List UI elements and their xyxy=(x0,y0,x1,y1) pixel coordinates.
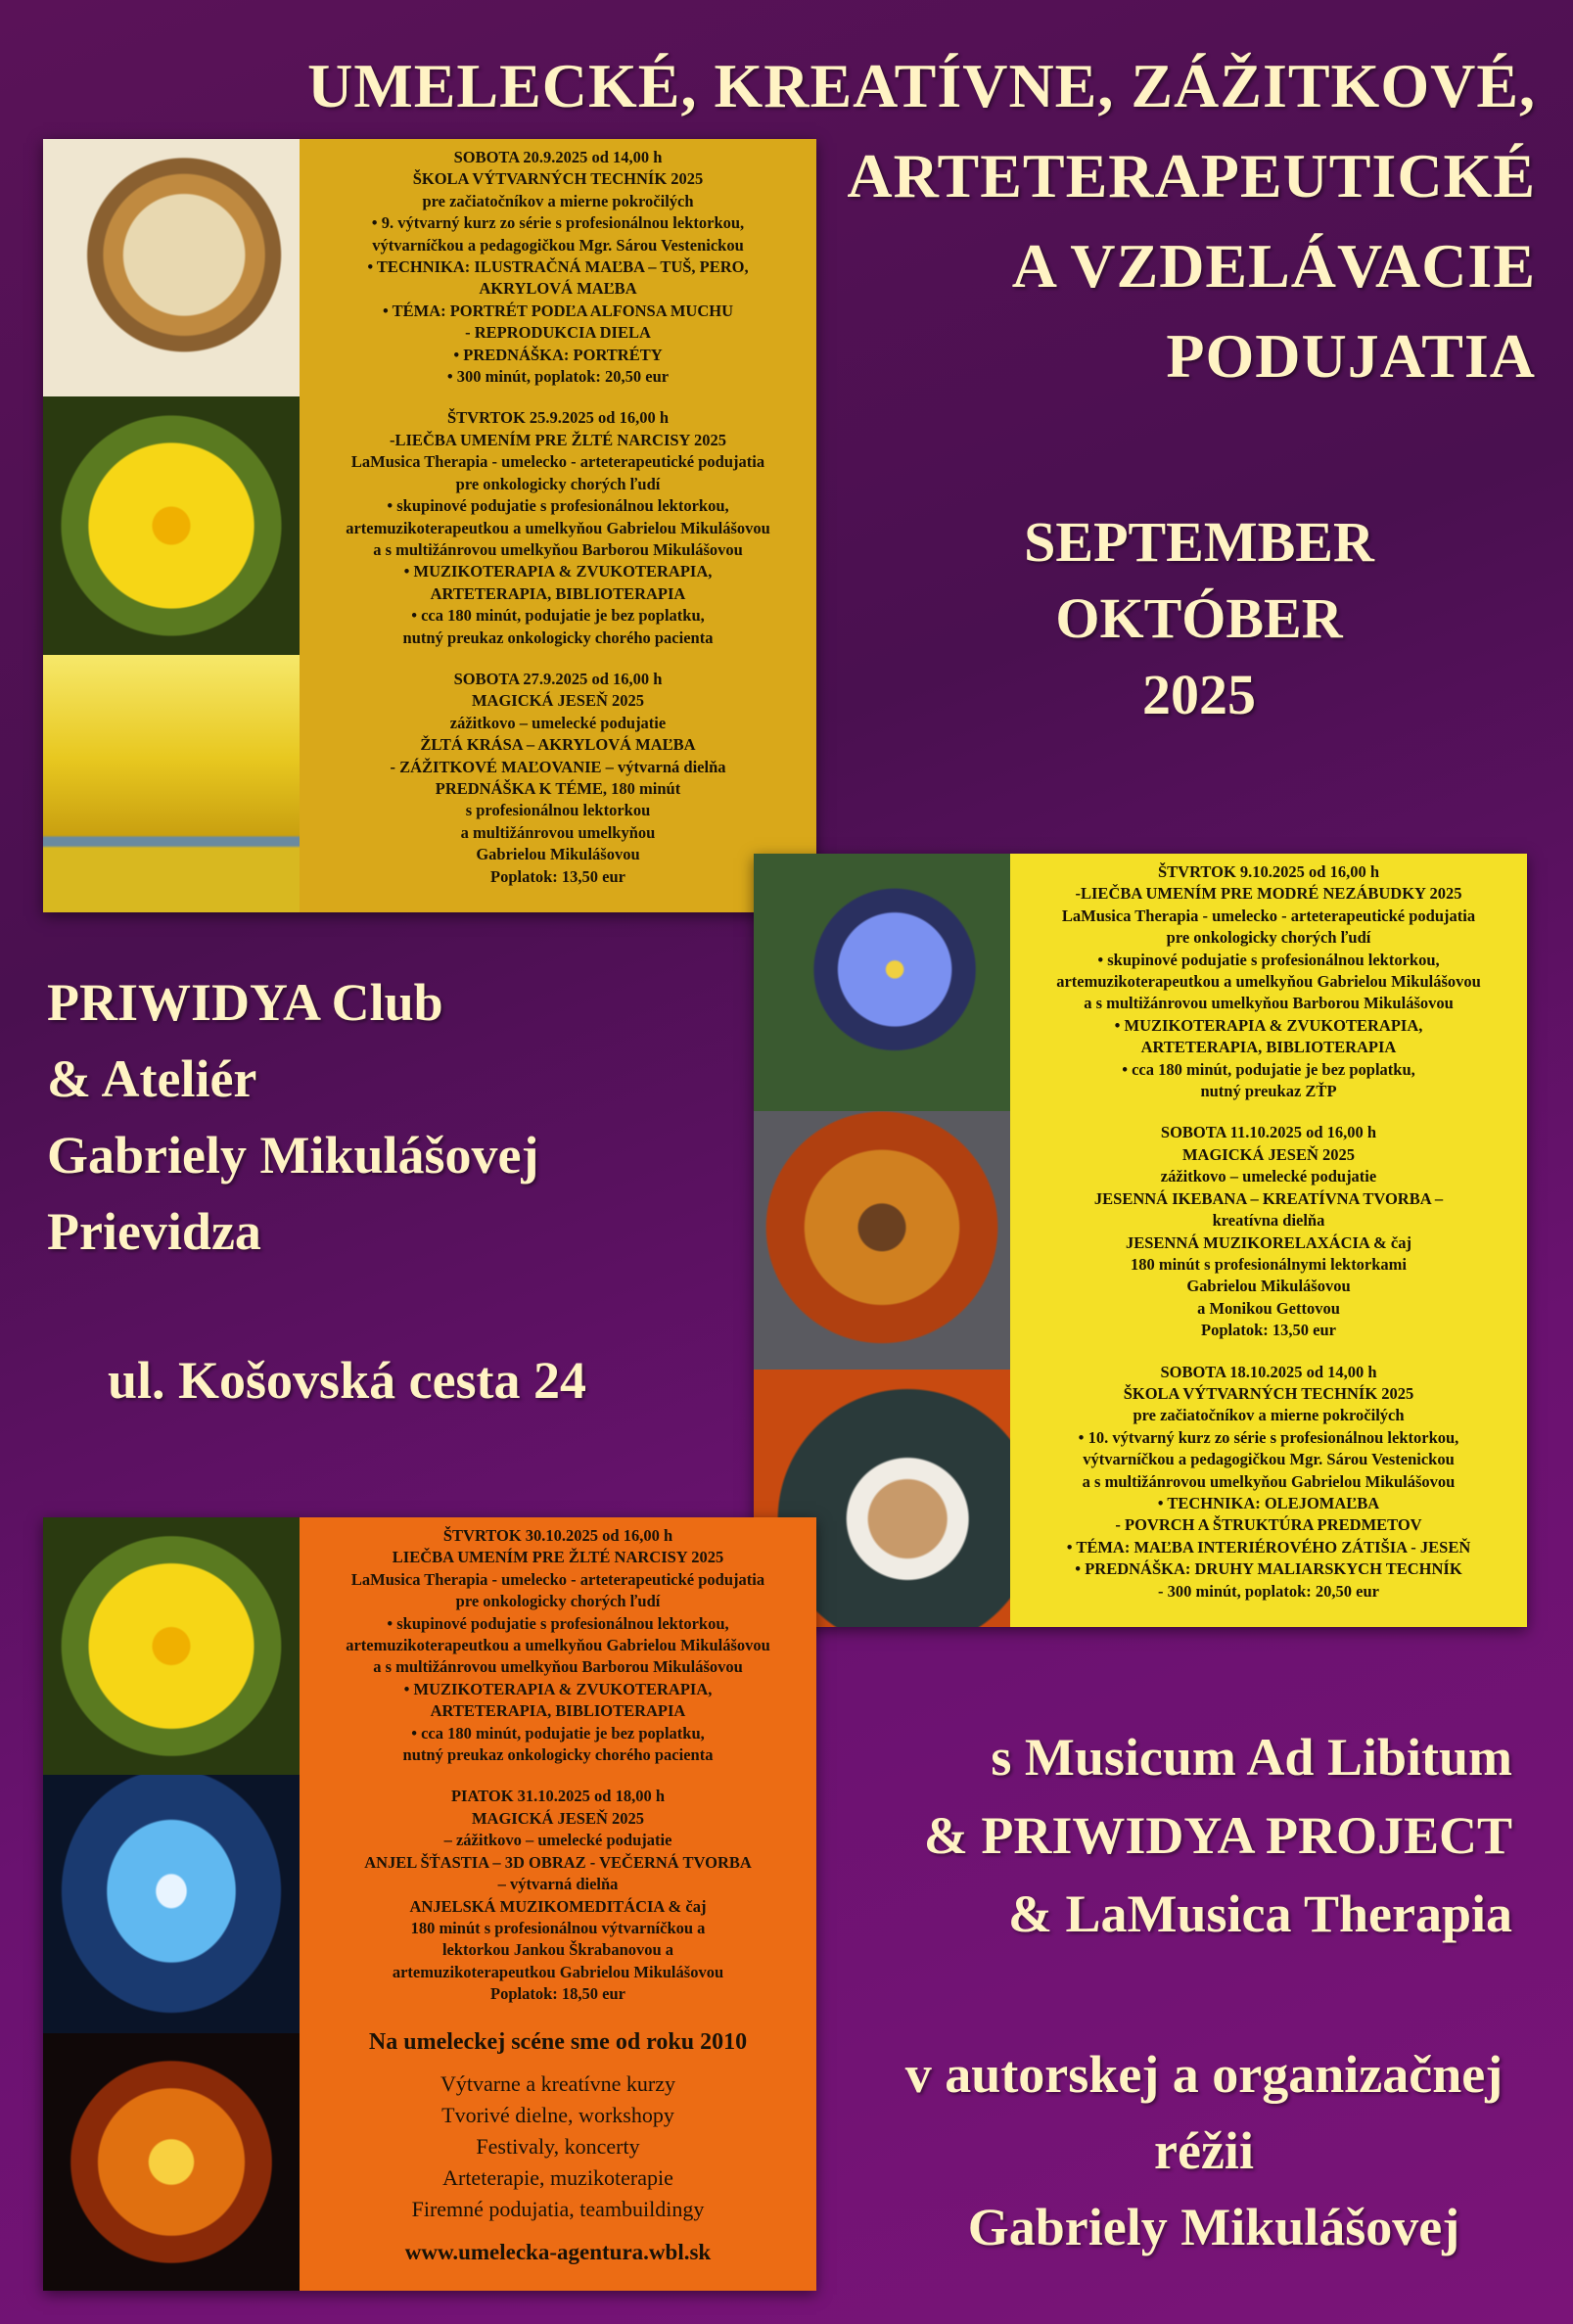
event-line: • 10. výtvarný kurz zo série s profesionálnou lektorkou, xyxy=(1078,1427,1459,1447)
direction-block xyxy=(861,2036,1547,2265)
daffodil-image xyxy=(43,1517,300,1775)
event-line: • MUZIKOTERAPIA & ZVUKOTERAPIA, xyxy=(403,1679,713,1698)
promo-line: Tvorivé dielne, workshopy xyxy=(441,2102,674,2127)
event-line: - POVRCH A ŠTRUKTÚRA PREDMETOV xyxy=(1115,1515,1422,1535)
event-line: – výtvarná dielňa xyxy=(497,1875,619,1894)
event-block xyxy=(305,1786,810,2005)
event-line: SOBOTA 20.9.2025 od 14,00 h xyxy=(453,148,663,166)
event-block xyxy=(305,407,810,648)
event-line: – zážitkovo – umelecké podujatie xyxy=(443,1831,672,1850)
event-line: artemuzikoterapeutkou Gabrielou Mikulášovou xyxy=(392,1962,724,1981)
event-line: nutný preukaz ZŤP xyxy=(1200,1082,1337,1101)
event-line: • MUZIKOTERAPIA & ZVUKOTERAPIA, xyxy=(403,562,713,581)
date-month: SEPTEMBER xyxy=(1024,510,1374,574)
event-line: • cca 180 minút, podujatie je bez poplatku, xyxy=(411,606,705,626)
event-line: PREDNÁŠKA K TÉME, 180 minút xyxy=(435,778,681,798)
event-line: • TÉMA: PORTRÉT PODĽA ALFONSA MUCHU xyxy=(383,301,733,320)
event-line: • TÉMA: MAĽBA INTERIÉROVÉHO ZÁTIŠIA - JESEŇ xyxy=(1066,1537,1471,1557)
event-line: ARTETERAPIA, BIBLIOTERAPIA xyxy=(430,583,686,603)
forget-me-not-image xyxy=(754,854,1010,1111)
event-line: a s multižánrovou umelkyňou Barborou Mikulášovou xyxy=(373,1657,743,1677)
promo-line: Arteterapie, muzikoterapie xyxy=(442,2164,673,2190)
event-line: a multižánrovou umelkyňou xyxy=(460,822,656,842)
angel-image xyxy=(43,1775,300,2032)
event-panel-late-october xyxy=(43,1517,816,2291)
promo-line: Firemné podujatia, teambuildingy xyxy=(411,2196,705,2221)
event-line: LIEČBA UMENÍM PRE ŽLTÉ NARCISY 2025 xyxy=(392,1548,724,1567)
mucha-portrait-image xyxy=(43,139,300,396)
club-line: Prievidza xyxy=(47,1202,261,1261)
event-line: a s multižánrovou umelkyňou Gabrielou Mikulášovou xyxy=(1082,1471,1456,1491)
event-line: MAGICKÁ JESEŇ 2025 xyxy=(471,691,644,711)
website-link[interactable]: www.umelecka-agentura.wbl.sk xyxy=(404,2239,712,2264)
heading-line: UMELECKÉ, KREATÍVNE, ZÁŽITKOVÉ, xyxy=(307,51,1536,120)
address: ul. Košovská cesta 24 xyxy=(108,1351,587,1410)
event-block xyxy=(1016,1362,1521,1603)
club-line: Gabriely Mikulášovej xyxy=(47,1126,539,1185)
event-block xyxy=(1016,861,1521,1102)
event-line: zážitkovo – umelecké podujatie xyxy=(1160,1167,1377,1186)
event-line: s profesionálnou lektorkou xyxy=(465,801,651,820)
event-line: -LIEČBA UMENÍM PRE ŽLTÉ NARCISY 2025 xyxy=(390,430,726,449)
event-line: • skupinové podujatie s profesionálnou lektorkou, xyxy=(387,496,729,516)
event-line: • TECHNIKA: ILUSTRAČNÁ MAĽBA – TUŠ, PERO, xyxy=(367,257,749,277)
event-block xyxy=(1016,1122,1521,1341)
event-line: 180 minút s profesionálnou výtvarníčkou a xyxy=(410,1918,706,1937)
partner-line: & LaMusica Therapia xyxy=(1007,1884,1512,1943)
event-line: • MUZIKOTERAPIA & ZVUKOTERAPIA, xyxy=(1114,1015,1423,1035)
promo-headline: Na umeleckej scéne sme od roku 2010 xyxy=(368,2028,748,2055)
event-line: • PREDNÁŠKA: PORTRÉTY xyxy=(453,345,663,364)
event-line: ŠTVRTOK 9.10.2025 od 16,00 h xyxy=(1157,862,1380,881)
event-line: ANJEL ŠŤASTIA – 3D OBRAZ - VEČERNÁ TVORBA xyxy=(364,1852,752,1872)
event-line: SOBOTA 11.10.2025 od 16,00 h xyxy=(1160,1123,1377,1142)
event-line: -LIEČBA UMENÍM PRE MODRÉ NEZÁBUDKY 2025 xyxy=(1075,884,1462,904)
club-line: PRIWIDYA Club xyxy=(47,973,443,1032)
event-line: ŠTVRTOK 30.10.2025 od 16,00 h xyxy=(442,1526,673,1545)
event-panel-october xyxy=(754,854,1527,1627)
event-line: JESENNÁ MUZIKORELAXÁCIA & čaj xyxy=(1126,1232,1411,1252)
event-line: ARTETERAPIA, BIBLIOTERAPIA xyxy=(1140,1038,1397,1057)
promo-line: Festivaly, koncerty xyxy=(476,2133,640,2159)
event-line: pre začiatočníkov a mierne pokročilých xyxy=(422,191,694,210)
panel-images xyxy=(43,1517,300,2291)
date-year: 2025 xyxy=(1142,663,1256,726)
panel-images xyxy=(43,139,300,912)
club-line: & Ateliér xyxy=(47,1049,257,1108)
event-line: Poplatok: 18,50 eur xyxy=(490,1984,625,2004)
event-line: - REPRODUKCIA DIELA xyxy=(465,323,651,343)
event-line: pre onkologicky chorých ľudí xyxy=(1166,928,1371,948)
event-line: pre onkologicky chorých ľudí xyxy=(455,1592,661,1611)
panel-text xyxy=(300,139,816,912)
event-line: - ZÁŽITKOVÉ MAĽOVANIE – výtvarná dielňa xyxy=(390,757,726,776)
event-line: výtvarníčkou a pedagogičkou Mgr. Sárou Vestenickou xyxy=(1083,1450,1455,1469)
direction-line: réžii xyxy=(1154,2121,1254,2180)
event-line: LaMusica Therapia - umelecko - arteterapeutické podujatia xyxy=(350,1569,765,1589)
partners-block xyxy=(827,1718,1512,1953)
event-line: • cca 180 minút, podujatie je bez poplatku, xyxy=(411,1723,705,1743)
autumn-leaves-image xyxy=(754,1111,1010,1369)
event-line: kreatívna dielňa xyxy=(1212,1211,1325,1231)
event-line: a s multižánrovou umelkyňou Barborou Mikulášovou xyxy=(373,539,743,559)
daffodil-image xyxy=(43,396,300,654)
event-line: JESENNÁ IKEBANA – KREATÍVNA TVORBA – xyxy=(1093,1188,1444,1208)
heading-line: PODUJATIA xyxy=(1166,321,1536,391)
date-block xyxy=(979,504,1419,733)
event-line: artemuzikoterapeutkou a umelkyňou Gabrielou Mikulášovou xyxy=(346,1636,770,1655)
event-line: • TECHNIKA: OLEJOMAĽBA xyxy=(1157,1493,1380,1512)
event-line: SOBOTA 18.10.2025 od 14,00 h xyxy=(1160,1362,1377,1381)
autumn-leaf-image xyxy=(43,2033,300,2291)
club-block xyxy=(47,964,732,1270)
event-line: Gabrielou Mikulášovou xyxy=(1186,1277,1351,1296)
event-line: SOBOTA 27.9.2025 od 16,00 h xyxy=(453,669,663,688)
event-line: MAGICKÁ JESEŇ 2025 xyxy=(471,1808,644,1828)
panel-text xyxy=(300,1517,816,2291)
event-line: výtvarníčkou a pedagogičkou Mgr. Sárou Vestenickou xyxy=(372,235,744,255)
event-line: ARTETERAPIA, BIBLIOTERAPIA xyxy=(430,1701,686,1721)
event-line: ANJELSKÁ MUZIKOMEDITÁCIA & čaj xyxy=(409,1896,707,1916)
event-line: PIATOK 31.10.2025 od 18,00 h xyxy=(450,1787,666,1806)
event-line: • skupinové podujatie s profesionálnou lektorkou, xyxy=(387,1613,729,1633)
event-line: LaMusica Therapia - umelecko - arteterapeutické podujatia xyxy=(1061,906,1476,925)
event-line: artemuzikoterapeutkou a umelkyňou Gabrielou Mikulášovou xyxy=(346,518,770,537)
event-panel-september xyxy=(43,139,816,912)
event-line: pre začiatočníkov a mierne pokročilých xyxy=(1133,1406,1405,1425)
event-line: • cca 180 minút, podujatie je bez poplatku, xyxy=(1122,1059,1415,1079)
event-line: • skupinové podujatie s profesionálnou lektorkou, xyxy=(1097,950,1440,969)
partner-line: s Musicum Ad Libitum xyxy=(991,1728,1512,1787)
event-line: Poplatok: 13,50 eur xyxy=(490,866,625,886)
heading-line: A VZDELÁVACIE xyxy=(1011,231,1536,301)
direction-line: Gabriely Mikulášovej xyxy=(967,2198,1460,2256)
event-line: MAGICKÁ JESEŇ 2025 xyxy=(1181,1144,1355,1164)
partner-line: & PRIWIDYA PROJECT xyxy=(923,1806,1512,1865)
event-line: nutný preukaz onkologicky chorého pacienta xyxy=(402,1745,714,1765)
event-block xyxy=(305,669,810,888)
event-line: pre onkologicky chorých ľudí xyxy=(455,474,661,493)
event-line: Poplatok: 13,50 eur xyxy=(1201,1321,1336,1340)
event-line: - 300 minút, poplatok: 20,50 eur xyxy=(1158,1581,1379,1601)
heading-line: ARTETERAPEUTICKÉ xyxy=(847,141,1536,210)
event-line: • PREDNÁŠKA: DRUHY MALIARSKYCH TECHNÍK xyxy=(1075,1559,1462,1579)
promo-block xyxy=(305,2025,810,2272)
event-line: AKRYLOVÁ MAĽBA xyxy=(479,279,637,299)
event-line: 180 minút s profesionálnymi lektorkami xyxy=(1130,1254,1408,1274)
event-line: Gabrielou Mikulášovou xyxy=(476,845,640,864)
event-line: • 300 minút, poplatok: 20,50 eur xyxy=(446,367,670,387)
event-line: lektorkou Jankou Škrabanovou a xyxy=(441,1940,674,1960)
event-line: ŠKOLA VÝTVARNÝCH TECHNÍK 2025 xyxy=(1123,1383,1414,1403)
event-line: zážitkovo – umelecké podujatie xyxy=(449,713,667,732)
date-month: OKTÓBER xyxy=(1055,586,1343,650)
events-container xyxy=(305,1525,810,2006)
event-line: LaMusica Therapia - umelecko - arteterapeutické podujatia xyxy=(350,452,765,472)
promo-line: Výtvarne a kreatívne kurzy xyxy=(440,2070,676,2096)
direction-line: v autorskej a organizačnej xyxy=(904,2045,1504,2104)
event-line: ŠKOLA VÝTVARNÝCH TECHNÍK 2025 xyxy=(412,169,704,189)
event-line: • 9. výtvarný kurz zo série s profesionálnou lektorkou, xyxy=(371,213,745,233)
panel-images xyxy=(754,854,1010,1627)
event-line: artemuzikoterapeutkou a umelkyňou Gabrielou Mikulášovou xyxy=(1056,972,1481,992)
event-line: a Monikou Gettovou xyxy=(1197,1298,1340,1318)
yellow-forest-image xyxy=(43,655,300,912)
event-line: ŠTVRTOK 25.9.2025 od 16,00 h xyxy=(446,408,670,428)
event-line: nutný preukaz onkologicky chorého pacienta xyxy=(402,627,714,647)
event-line: ŽLTÁ KRÁSA – AKRYLOVÁ MAĽBA xyxy=(420,735,696,755)
event-block xyxy=(305,147,810,388)
event-block xyxy=(305,1525,810,1766)
event-line: a s multižánrovou umelkyňou Barborou Mikulášovou xyxy=(1084,994,1454,1013)
panel-text xyxy=(1010,854,1527,1627)
